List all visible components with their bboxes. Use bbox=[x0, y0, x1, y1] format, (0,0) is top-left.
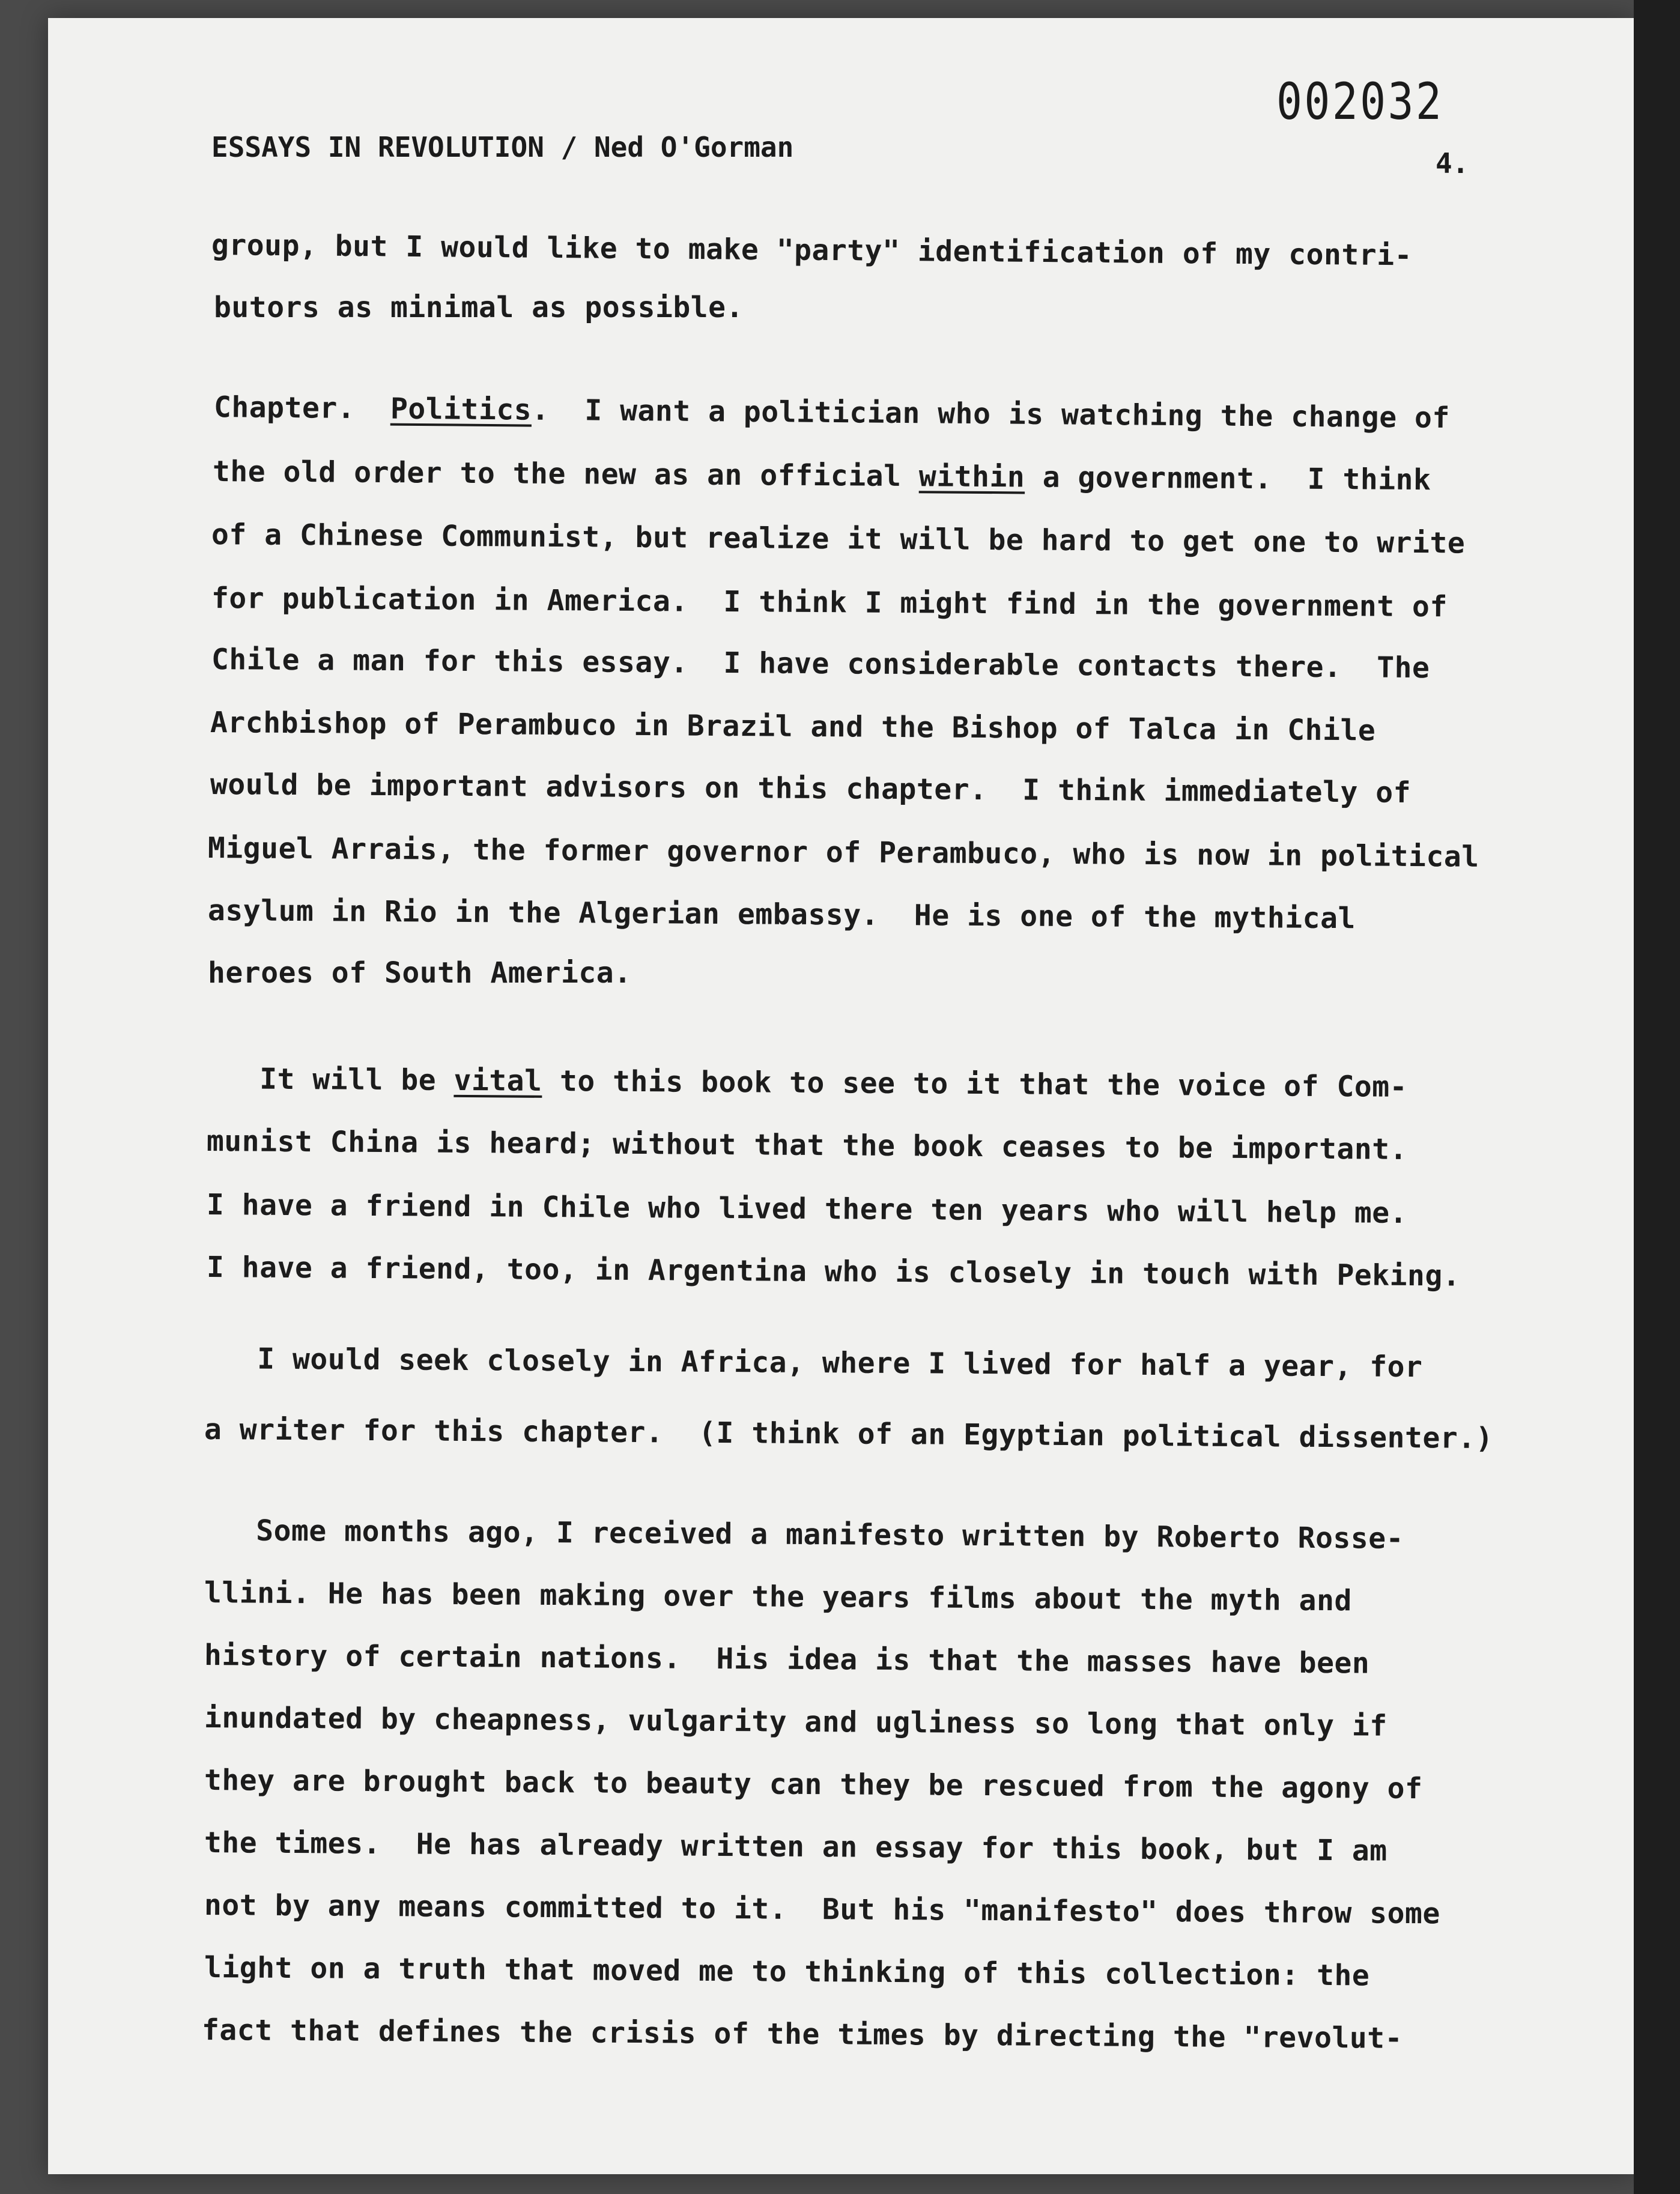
text-line: group, but I would like to make "party" identification of my contri- bbox=[211, 228, 1413, 273]
text-line: a writer for this chapter. (I think of an Egyptian political dissenter.) bbox=[204, 1413, 1494, 1455]
text-line: I have a friend, too, in Argentina who is closely in touch with Peking. bbox=[206, 1250, 1461, 1293]
page-edge-shadow bbox=[1634, 0, 1680, 2194]
text-segment: It will be bbox=[206, 1062, 454, 1097]
text-line: llini. He has been making over the years films about the myth and bbox=[204, 1576, 1353, 1618]
underlined-word: Politics bbox=[390, 392, 532, 427]
text-line: not by any means committed to it. But his "manifesto" does throw some bbox=[204, 1888, 1441, 1931]
text-line: for publication in America. I think I might find in the government of bbox=[211, 581, 1448, 624]
text-line: Miguel Arrais, the former governor of Perambuco, who is now in political bbox=[207, 831, 1479, 874]
text-line: Chile a man for this essay. I have considerable contacts there. The bbox=[211, 643, 1430, 685]
text-line: would be important advisors on this chapter. I think immediately of bbox=[210, 768, 1412, 810]
text-line: heroes of South America. bbox=[208, 956, 632, 990]
text-line: light on a truth that moved me to thinking of this collection: the bbox=[204, 1951, 1370, 1993]
text-line: I would seek closely in Africa, where I lived for half a year, for bbox=[204, 1342, 1423, 1384]
text-line: the times. He has already written an essay for this book, but I am bbox=[204, 1826, 1387, 1868]
text-line: fact that defines the crisis of the times by directing the "revolut- bbox=[201, 2013, 1403, 2055]
text-line: Some months ago, I received a manifesto written by Roberto Rosse- bbox=[202, 1514, 1404, 1556]
text-line: munist China is heard; without that the book ceases to be important. bbox=[206, 1124, 1408, 1166]
chapter-label: Chapter. bbox=[213, 390, 391, 426]
text-line: asylum in Rio in the Algerian embassy. He is one of the mythical bbox=[207, 894, 1356, 936]
text-line: inundated by cheapness, vulgarity and ugliness so long that only if bbox=[204, 1701, 1387, 1743]
text-segment: a government. I think bbox=[1025, 460, 1431, 497]
underlined-word: within bbox=[918, 459, 1025, 494]
page-number: 4. bbox=[1436, 147, 1469, 180]
text-segment: to this book to see to it that the voice of Com- bbox=[542, 1064, 1408, 1104]
text-line: history of certain nations. His idea is that the masses have been bbox=[204, 1638, 1370, 1680]
underlined-word: vital bbox=[453, 1063, 542, 1098]
text-line: of a Chinese Communist, but realize it will be hard to get one to write bbox=[211, 518, 1466, 560]
text-line: they are brought back to beauty can they be rescued from the agony of bbox=[204, 1763, 1423, 1806]
text-line: I have a friend in Chile who lived there ten years who will help me. bbox=[206, 1188, 1408, 1230]
running-head: ESSAYS IN REVOLUTION / Ned O'Gorman bbox=[211, 131, 794, 163]
text-line: butors as minimal as possible. bbox=[214, 291, 744, 324]
document-number: 002032 bbox=[1276, 72, 1444, 131]
text-segment: the old order to the new as an official bbox=[212, 455, 920, 494]
text-line: Archbishop of Perambuco in Brazil and the Bishop of Talca in Chile bbox=[210, 706, 1376, 748]
text-segment: . I want a politician who is watching the change of bbox=[531, 393, 1451, 435]
